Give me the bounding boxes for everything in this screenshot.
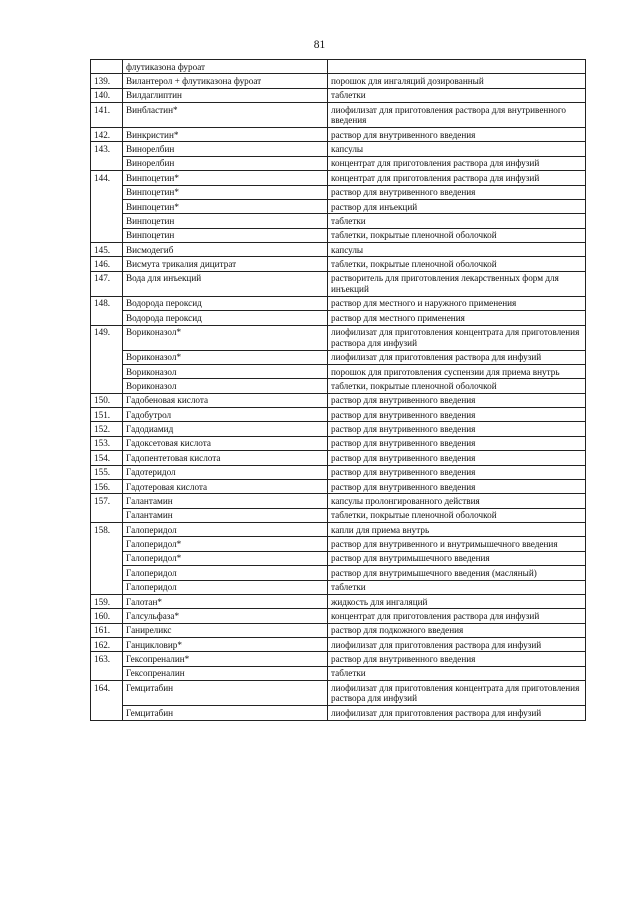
drug-name: Вориконазол* <box>123 325 328 350</box>
row-number: 145. <box>91 243 123 257</box>
row-number <box>91 199 123 213</box>
table-row <box>91 609 586 623</box>
table-row <box>91 594 586 608</box>
drug-name: Водорода пероксид <box>123 296 328 310</box>
dosage-form: раствор для внутривенного введения <box>328 185 586 199</box>
dosage-form: раствор для внутривенного введения <box>328 451 586 465</box>
table-row <box>91 311 586 325</box>
row-number: 157. <box>91 494 123 508</box>
table-row <box>91 257 586 271</box>
dosage-form: раствор для внутривенного введения <box>328 422 586 436</box>
drug-name: Галсульфаза* <box>123 609 328 623</box>
dosage-form: растворитель для приготовления лекарственных форм для инъекций <box>328 271 586 296</box>
row-number: 146. <box>91 257 123 271</box>
row-number: 158. <box>91 523 123 537</box>
row-number: 147. <box>91 271 123 296</box>
dosage-form: лиофилизат для приготовления раствора для инфузий <box>328 350 586 364</box>
table-row <box>91 325 586 350</box>
drug-name: Водорода пероксид <box>123 311 328 325</box>
drug-name: Винпоцетин* <box>123 199 328 213</box>
table-row <box>91 451 586 465</box>
row-number: 150. <box>91 393 123 407</box>
drug-name: Гадоксетовая кислота <box>123 436 328 450</box>
drug-name: Гемцитабин <box>123 706 328 720</box>
dosage-form: раствор для подкожного введения <box>328 623 586 637</box>
table-row <box>91 706 586 720</box>
row-number: 144. <box>91 171 123 185</box>
dosage-form: порошок для приготовления суспензии для приема внутрь <box>328 364 586 378</box>
dosage-form: лиофилизат для приготовления раствора для инфузий <box>328 638 586 652</box>
table-row <box>91 580 586 594</box>
drug-name: Гадопентетовая кислота <box>123 451 328 465</box>
drug-name: Галантамин <box>123 494 328 508</box>
drug-name: Вориконазол <box>123 379 328 393</box>
table-row <box>91 128 586 142</box>
drug-name: Галоперидол <box>123 523 328 537</box>
dosage-form: лиофилизат для приготовления концентрата для приготовления раствора для инфузий <box>328 681 586 706</box>
page-number: 81 <box>313 39 326 51</box>
table-row <box>91 379 586 393</box>
row-number <box>91 551 123 565</box>
dosage-form: раствор для инъекций <box>328 199 586 213</box>
row-number: 162. <box>91 638 123 652</box>
table-row <box>91 494 586 508</box>
table-row <box>91 465 586 479</box>
row-number: 154. <box>91 451 123 465</box>
dosage-form: таблетки, покрытые пленочной оболочкой <box>328 228 586 242</box>
dosage-form: таблетки, покрытые пленочной оболочкой <box>328 379 586 393</box>
table-row <box>91 156 586 170</box>
table-row <box>91 228 586 242</box>
dosage-form: капсулы <box>328 243 586 257</box>
row-number <box>91 706 123 720</box>
dosage-form: капли для приема внутрь <box>328 523 586 537</box>
dosage-form: раствор для внутримышечного введения <box>328 551 586 565</box>
drug-name: Гадобутрол <box>123 408 328 422</box>
drug-name: Галоперидол <box>123 566 328 580</box>
drug-name: Галантамин <box>123 508 328 522</box>
drug-name: Гадобеновая кислота <box>123 393 328 407</box>
dosage-form: лиофилизат для приготовления концентрата для приготовления раствора для инфузий <box>328 325 586 350</box>
table-row <box>91 652 586 666</box>
dosage-form: лиофилизат для приготовления раствора для инфузий <box>328 706 586 720</box>
table-row <box>91 436 586 450</box>
table-row <box>91 171 586 185</box>
row-number <box>91 350 123 364</box>
row-number <box>91 580 123 594</box>
drug-name: Вилдаглиптин <box>123 88 328 102</box>
table-row <box>91 551 586 565</box>
drug-name: Галоперидол* <box>123 551 328 565</box>
table-row <box>91 666 586 680</box>
table-row <box>91 271 586 296</box>
dosage-form: концентрат для приготовления раствора для инфузий <box>328 171 586 185</box>
row-number <box>91 537 123 551</box>
drug-name: Гексопреналин* <box>123 652 328 666</box>
row-number <box>91 185 123 199</box>
drug-name: Винпоцетин* <box>123 185 328 199</box>
drug-list-table <box>90 59 586 721</box>
table-row <box>91 523 586 537</box>
dosage-form: раствор для внутривенного введения <box>328 465 586 479</box>
drug-list-body <box>91 60 586 721</box>
dosage-form: таблетки <box>328 580 586 594</box>
drug-name: Винорелбин <box>123 156 328 170</box>
drug-name: Винпоцетин <box>123 228 328 242</box>
dosage-form: раствор для местного и наружного применения <box>328 296 586 310</box>
dosage-form: капсулы пролонгированного действия <box>328 494 586 508</box>
drug-name: Галоперидол <box>123 580 328 594</box>
drug-name: Галотан* <box>123 594 328 608</box>
table-row <box>91 214 586 228</box>
table-row <box>91 88 586 102</box>
dosage-form <box>328 60 586 74</box>
dosage-form: лиофилизат для приготовления раствора для внутривенного введения <box>328 103 586 128</box>
table-row <box>91 296 586 310</box>
dosage-form: раствор для внутримышечного введения (масляный) <box>328 566 586 580</box>
row-number: 149. <box>91 325 123 350</box>
row-number <box>91 60 123 74</box>
row-number: 161. <box>91 623 123 637</box>
drug-name: Гексопреналин <box>123 666 328 680</box>
drug-name: Гадотеровая кислота <box>123 479 328 493</box>
drug-name: Гадодиамид <box>123 422 328 436</box>
table-row <box>91 479 586 493</box>
dosage-form: концентрат для приготовления раствора для инфузий <box>328 156 586 170</box>
drug-name: Винпоцетин* <box>123 171 328 185</box>
drug-name: Гемцитабин <box>123 681 328 706</box>
row-number <box>91 228 123 242</box>
table-row <box>91 566 586 580</box>
dosage-form: таблетки, покрытые пленочной оболочкой <box>328 508 586 522</box>
row-number: 151. <box>91 408 123 422</box>
drug-name: Винбластин* <box>123 103 328 128</box>
dosage-form: раствор для местного применения <box>328 311 586 325</box>
row-number: 160. <box>91 609 123 623</box>
drug-name: Винкристин* <box>123 128 328 142</box>
drug-name: Вориконазол* <box>123 350 328 364</box>
table-row <box>91 638 586 652</box>
row-number: 140. <box>91 88 123 102</box>
dosage-form: раствор для внутривенного введения <box>328 408 586 422</box>
drug-name: флутиказона фуроат <box>123 60 328 74</box>
row-number: 153. <box>91 436 123 450</box>
dosage-form: раствор для внутривенного введения <box>328 436 586 450</box>
row-number: 163. <box>91 652 123 666</box>
row-number <box>91 666 123 680</box>
table-row <box>91 185 586 199</box>
table-row <box>91 74 586 88</box>
drug-name: Винорелбин <box>123 142 328 156</box>
row-number: 156. <box>91 479 123 493</box>
table-row <box>91 537 586 551</box>
table-row <box>91 364 586 378</box>
table-row <box>91 623 586 637</box>
row-number <box>91 311 123 325</box>
row-number <box>91 566 123 580</box>
dosage-form: таблетки <box>328 666 586 680</box>
table-row <box>91 243 586 257</box>
dosage-form: таблетки <box>328 88 586 102</box>
dosage-form: таблетки <box>328 214 586 228</box>
row-number <box>91 214 123 228</box>
table-row <box>91 199 586 213</box>
row-number <box>91 379 123 393</box>
drug-name: Ганиреликс <box>123 623 328 637</box>
drug-name: Вилантерол + флутиказона фуроат <box>123 74 328 88</box>
row-number: 142. <box>91 128 123 142</box>
dosage-form: жидкость для ингаляций <box>328 594 586 608</box>
row-number: 141. <box>91 103 123 128</box>
table-row <box>91 103 586 128</box>
row-number: 148. <box>91 296 123 310</box>
table-row <box>91 60 586 74</box>
table-row <box>91 408 586 422</box>
drug-name: Висмодегиб <box>123 243 328 257</box>
table-row <box>91 422 586 436</box>
drug-name: Гадотеридол <box>123 465 328 479</box>
row-number <box>91 156 123 170</box>
row-number <box>91 508 123 522</box>
row-number: 143. <box>91 142 123 156</box>
row-number <box>91 364 123 378</box>
row-number: 159. <box>91 594 123 608</box>
table-row <box>91 681 586 706</box>
table-row <box>91 350 586 364</box>
drug-name: Вода для инъекций <box>123 271 328 296</box>
row-number: 155. <box>91 465 123 479</box>
drug-name: Вориконазол <box>123 364 328 378</box>
dosage-form: капсулы <box>328 142 586 156</box>
dosage-form: концентрат для приготовления раствора для инфузий <box>328 609 586 623</box>
drug-name: Ганцикловир* <box>123 638 328 652</box>
dosage-form: раствор для внутривенного введения <box>328 652 586 666</box>
drug-name: Галоперидол* <box>123 537 328 551</box>
drug-name: Винпоцетин <box>123 214 328 228</box>
dosage-form: раствор для внутривенного и внутримышечного введения <box>328 537 586 551</box>
row-number: 164. <box>91 681 123 706</box>
dosage-form: порошок для ингаляций дозированный <box>328 74 586 88</box>
table-row <box>91 508 586 522</box>
row-number: 139. <box>91 74 123 88</box>
dosage-form: раствор для внутривенного введения <box>328 128 586 142</box>
drug-name: Висмута трикалия дицитрат <box>123 257 328 271</box>
dosage-form: таблетки, покрытые пленочной оболочкой <box>328 257 586 271</box>
dosage-form: раствор для внутривенного введения <box>328 393 586 407</box>
row-number: 152. <box>91 422 123 436</box>
dosage-form: раствор для внутривенного введения <box>328 479 586 493</box>
table-row <box>91 393 586 407</box>
table-row <box>91 142 586 156</box>
